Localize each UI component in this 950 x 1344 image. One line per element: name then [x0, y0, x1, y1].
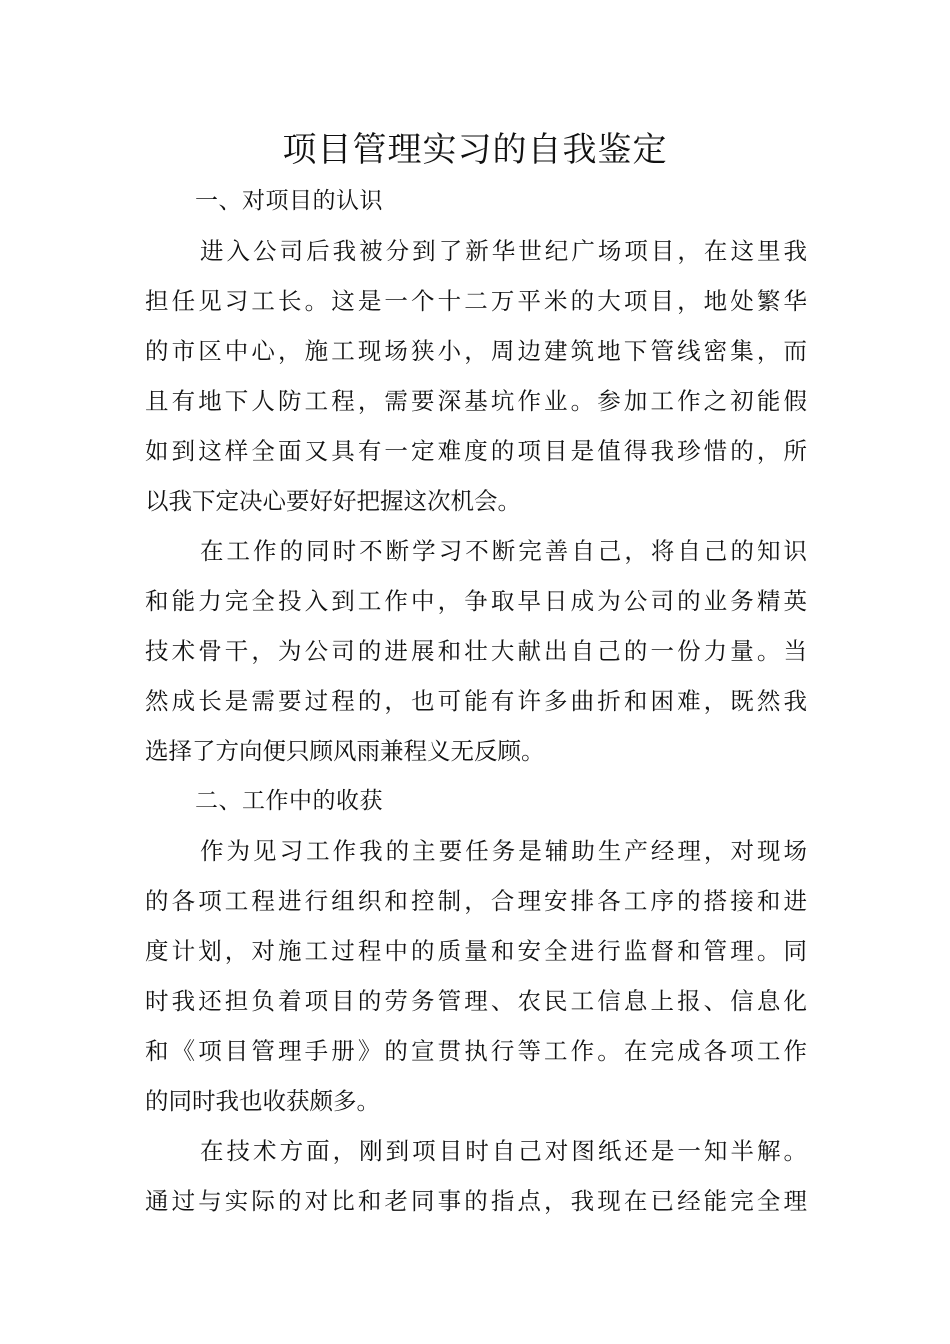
paragraph-line: 担任见习工长。这是一个十二万平米的大项目，地处繁华: [145, 287, 807, 315]
paragraph-line: 且有地下人防工程，需要深基坑作业。参加工作之初能假: [145, 387, 807, 415]
paragraph-line: 的各项工程进行组织和控制，合理安排各工序的搭接和进: [145, 887, 807, 915]
section-heading-2: 二、工作中的收获: [195, 788, 383, 814]
paragraph-3: [145, 826, 807, 1126]
paragraph-line: 的市区中心，施工现场狭小，周边建筑地下管线密集，而: [145, 337, 807, 365]
paragraph-line: 的同时我也收获颇多。: [145, 1087, 380, 1115]
paragraph-line: 选择了方向便只顾风雨兼程义无反顾。: [145, 737, 545, 765]
paragraph-line: 以我下定决心要好好把握这次机会。: [145, 487, 521, 515]
paragraph-line: 和能力完全投入到工作中，争取早日成为公司的业务精英: [145, 587, 807, 615]
paragraph-1: [145, 226, 807, 526]
paragraph-line: 如到这样全面又具有一定难度的项目是值得我珍惜的，所: [145, 437, 807, 465]
paragraph-line: 技术骨干，为公司的进展和壮大献出自己的一份力量。当: [145, 637, 807, 665]
paragraph-line: 在工作的同时不断学习不断完善自己，将自己的知识: [200, 537, 807, 565]
paragraph-line: 然成长是需要过程的，也可能有许多曲折和困难，既然我: [145, 687, 807, 715]
paragraph-line: 在技术方面，刚到项目时自己对图纸还是一知半解。: [200, 1137, 807, 1165]
document-body: [145, 176, 807, 1226]
paragraph-line: 和《项目管理手册》的宣贯执行等工作。在完成各项工作: [145, 1037, 807, 1065]
paragraph-line: 度计划，对施工过程中的质量和安全进行监督和管理。同: [145, 937, 807, 965]
paragraph-line: 作为见习工作我的主要任务是辅助生产经理，对现场: [200, 837, 807, 865]
paragraph-line: 时我还担负着项目的劳务管理、农民工信息上报、信息化: [145, 987, 807, 1015]
document-title: 项目管理实习的自我鉴定: [282, 130, 668, 170]
paragraph-line: 通过与实际的对比和老同事的指点，我现在已经能完全理: [145, 1187, 807, 1215]
paragraph-line: 进入公司后我被分到了新华世纪广场项目，在这里我: [200, 237, 807, 265]
paragraph-4: [145, 1126, 807, 1226]
paragraph-2: [145, 526, 807, 776]
section-heading-1: 一、对项目的认识: [195, 188, 383, 214]
